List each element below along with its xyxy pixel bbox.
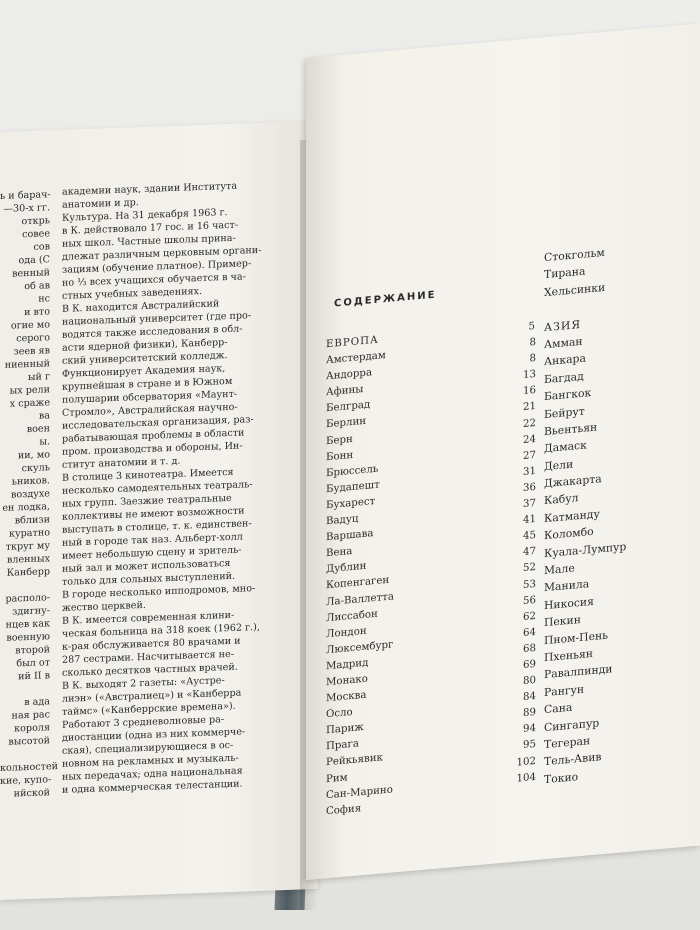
text-line: лиэн» («Австралиец») и «Канберра bbox=[62, 687, 242, 705]
text-line: крупнейшая в стране и в Южном bbox=[62, 375, 233, 393]
entry-name: Лиссабон bbox=[326, 608, 378, 624]
left-page-column-a bbox=[0, 188, 59, 801]
text-line: вблизи bbox=[14, 514, 50, 527]
entry-name: ЕВРОПА bbox=[326, 334, 379, 351]
left-page-column-b bbox=[62, 179, 268, 797]
entry-page: 69 bbox=[523, 658, 536, 671]
text-line: В К. имеется современная клини- bbox=[62, 609, 235, 627]
entry-name: Бейрут bbox=[544, 404, 585, 421]
text-line: пром. производства и обороны, Ин- bbox=[62, 440, 243, 458]
entry-page: 37 bbox=[523, 497, 536, 511]
text-line: асти ядерной физики), Канберр- bbox=[62, 337, 228, 354]
entry-name: Пекин bbox=[544, 613, 581, 630]
entry-name: Андорра bbox=[326, 367, 373, 383]
text-line: ных групп. Заезжие театральные bbox=[62, 492, 232, 510]
text-line: к-рая обслуживается 80 врачами и bbox=[62, 635, 241, 653]
entry-name: Бухарест bbox=[326, 495, 376, 512]
text-line: ый г bbox=[27, 371, 50, 384]
entry-name: Бангкок bbox=[544, 386, 592, 404]
text-line: короля bbox=[14, 722, 50, 735]
text-line: Стромло», Австралийская научно- bbox=[62, 401, 238, 419]
text-line: в К. действовало 17 гос. и 16 част- bbox=[62, 219, 239, 237]
text-line: рабатывающая проблемы в области bbox=[62, 427, 245, 445]
text-line: В городе несколько ипподромов, мно- bbox=[62, 583, 256, 601]
text-line: ийской bbox=[13, 787, 50, 800]
entry-page: 47 bbox=[523, 546, 536, 559]
entry-name: Варшава bbox=[326, 528, 374, 544]
entry-name: Куала-Лумпур bbox=[544, 539, 627, 560]
text-line: ь и барач- bbox=[0, 189, 51, 202]
text-line: ий II в bbox=[18, 670, 50, 683]
text-line: академии наук, здании Института bbox=[62, 180, 238, 198]
entry-page: 53 bbox=[523, 578, 536, 591]
entry-name: Коломбо bbox=[544, 525, 594, 543]
text-line: кольностей bbox=[0, 760, 59, 774]
text-line: ниенный bbox=[4, 358, 50, 371]
entry-page: 27 bbox=[523, 449, 536, 462]
entry-page: 94 bbox=[523, 723, 536, 736]
entry-name: Рим bbox=[326, 771, 348, 785]
entry-page: 95 bbox=[523, 739, 536, 752]
text-line: жество церквей. bbox=[62, 599, 146, 614]
entry-name: София bbox=[326, 802, 362, 817]
entry-name: Берлин bbox=[326, 416, 367, 431]
entry-name: Мале bbox=[544, 561, 575, 578]
entry-page: 102 bbox=[516, 755, 536, 769]
text-line: ная рас bbox=[11, 709, 50, 722]
entry-name: Афины bbox=[326, 384, 364, 399]
entry-name: Пхеньян bbox=[544, 646, 593, 665]
text-line: венный bbox=[12, 267, 50, 280]
text-line: х сраже bbox=[9, 397, 50, 410]
entry-page: 80 bbox=[523, 674, 536, 688]
text-line: новном на рекламных и музыкаль- bbox=[62, 752, 239, 770]
entry-name: Катманду bbox=[544, 507, 600, 526]
text-line: Функционирует Академия наук, bbox=[62, 363, 226, 380]
entry-name: Берн bbox=[326, 433, 353, 447]
text-line: В К. выходят 2 газеты: «Аустре- bbox=[62, 675, 225, 692]
text-line: национальный университет (где про- bbox=[62, 310, 252, 328]
entry-page: 8 bbox=[529, 353, 536, 365]
text-line: и одна коммерческая телестанции. bbox=[62, 778, 243, 796]
text-line: совее bbox=[22, 228, 50, 241]
contents-column-2 bbox=[544, 236, 694, 788]
entry-name: Рейкьявик bbox=[326, 752, 383, 769]
entry-page: 21 bbox=[523, 401, 536, 414]
entry-page: 64 bbox=[523, 626, 536, 639]
text-line: сколько десятков частных врачей. bbox=[62, 661, 238, 679]
contents-title: СОДЕРЖАНИЕ bbox=[334, 289, 437, 310]
entry-name: Хельсинки bbox=[544, 280, 606, 299]
text-line: военную bbox=[6, 631, 50, 644]
entry-page: 62 bbox=[523, 610, 536, 623]
text-line: ьников. bbox=[11, 475, 50, 488]
text-line: 287 сестрами. Насчитывается не- bbox=[62, 648, 234, 666]
text-line: исследовательская организация, раз- bbox=[62, 414, 254, 432]
text-line: В К. находится Австралийский bbox=[62, 298, 220, 315]
text-line: ский университетский колледж. bbox=[62, 350, 228, 367]
text-line: ва bbox=[38, 410, 50, 422]
text-line: ный в городе так наз. Альберт-холл bbox=[62, 531, 243, 549]
text-line: был от bbox=[16, 657, 50, 670]
entry-name: Париж bbox=[326, 722, 364, 737]
text-line: водятся также исследования в обл- bbox=[62, 323, 243, 341]
entry-name: Джакарта bbox=[544, 472, 602, 491]
entry-name: Кабул bbox=[544, 491, 579, 508]
text-line: имеет небольшую сцену и зритель- bbox=[62, 544, 242, 562]
entry-name: Лондон bbox=[326, 625, 367, 640]
entry-page: 41 bbox=[523, 514, 536, 527]
entry-page: 45 bbox=[523, 530, 536, 543]
entry-name: Анкара bbox=[544, 351, 586, 369]
text-line: Культура. На 31 декабря 1963 г. bbox=[62, 207, 228, 224]
text-line: ых рели bbox=[9, 384, 50, 397]
entry-page: 24 bbox=[523, 433, 536, 446]
entry-name: Амман bbox=[544, 334, 583, 352]
text-line: кие, купо- bbox=[0, 774, 52, 787]
entry-name: Сингапур bbox=[544, 715, 600, 734]
text-line: выступать в столице, т. к. единствен- bbox=[62, 518, 252, 536]
entry-name: Вена bbox=[326, 546, 353, 560]
text-line: в ада bbox=[24, 696, 50, 709]
text-line: нцев как bbox=[5, 618, 50, 631]
text-line: ы. bbox=[39, 436, 50, 448]
text-line: нс bbox=[38, 293, 50, 305]
text-line: ный зал и может использоваться bbox=[62, 557, 231, 575]
entry-name: Бонн bbox=[326, 449, 354, 463]
text-line: анатомии и др. bbox=[62, 197, 139, 211]
text-line: диостанции (одна из них коммерче- bbox=[62, 726, 246, 744]
entry-name: Никосия bbox=[544, 594, 594, 612]
entry-page: 84 bbox=[523, 691, 536, 704]
contents-column-1 bbox=[326, 319, 536, 820]
entry-name: Ла-Валлетта bbox=[326, 590, 394, 608]
text-line: ен лодка, bbox=[2, 501, 50, 514]
entry-name: Дамаск bbox=[544, 438, 587, 456]
text-line: ных школ. Частные школы прина- bbox=[62, 232, 236, 250]
text-line: длежат различным церковным органи- bbox=[62, 244, 262, 263]
text-line: несколько самодеятельных театраль- bbox=[62, 479, 253, 497]
entry-name: Тегеран bbox=[544, 734, 591, 752]
entry-name: Брюссель bbox=[326, 463, 379, 480]
text-line: располо- bbox=[5, 592, 50, 605]
entry-page: 89 bbox=[523, 707, 536, 720]
entry-name: Дели bbox=[544, 457, 574, 473]
text-line: высотой bbox=[8, 735, 50, 748]
entry-page: 31 bbox=[523, 465, 536, 478]
entry-name: Стокгольм bbox=[544, 245, 605, 265]
right-page bbox=[306, 24, 700, 880]
text-line: ститут анатомии и т. д. bbox=[62, 455, 181, 471]
entry-name: Вадуц bbox=[326, 513, 359, 528]
text-line: второй bbox=[15, 644, 50, 657]
entry-name: Тель-Авив bbox=[544, 750, 602, 769]
entry-page: 68 bbox=[523, 642, 536, 655]
entry-name: Будапешт bbox=[326, 479, 380, 496]
text-line: но ⅓ всех учащихся обучается в ча- bbox=[62, 271, 246, 289]
table-of-contents bbox=[306, 24, 700, 880]
text-line: скуль bbox=[21, 462, 50, 475]
entry-name: АЗИЯ bbox=[544, 317, 582, 334]
text-line: воздухе bbox=[10, 488, 50, 501]
entry-name: Монако bbox=[326, 673, 368, 689]
text-line: —30-х гг. bbox=[3, 202, 50, 215]
entry-name: Белград bbox=[326, 399, 371, 415]
text-line: куратно bbox=[9, 527, 50, 540]
text-line: сов bbox=[33, 241, 50, 253]
entry-name: Сан-Марино bbox=[326, 784, 393, 801]
text-line: коллективы не имеют возможности bbox=[62, 505, 245, 523]
text-line: стных учебных заведениях. bbox=[62, 285, 203, 302]
entry-name: Мадрид bbox=[326, 657, 369, 673]
left-page bbox=[0, 121, 318, 900]
entry-name: Багдад bbox=[544, 369, 584, 386]
text-line: ская), специализирующиеся в ос- bbox=[62, 739, 234, 757]
entry-page: 16 bbox=[523, 385, 536, 398]
entry-name: Сана bbox=[544, 700, 573, 717]
entry-page: 36 bbox=[523, 481, 536, 494]
entry-name: Прага bbox=[326, 738, 359, 753]
text-line: огие мо bbox=[10, 319, 50, 332]
entry-name: Дублин bbox=[326, 561, 367, 576]
text-line: ода (С bbox=[18, 254, 50, 267]
text-line: открь bbox=[21, 215, 50, 228]
text-line: и вто bbox=[24, 306, 50, 319]
text-line: воен bbox=[26, 423, 50, 436]
entry-name: Вьентьян bbox=[544, 420, 598, 439]
text-line: вленных bbox=[6, 553, 50, 566]
text-line: ных передачах; одна национальная bbox=[62, 765, 243, 783]
text-line: Работают 3 средневолновые ра- bbox=[62, 714, 225, 731]
entry-page: 8 bbox=[529, 336, 536, 349]
text-line: зеев яв bbox=[13, 345, 50, 358]
text-line: только для сольных выступлений. bbox=[62, 570, 236, 588]
entry-name: Манила bbox=[544, 577, 590, 595]
text-line: таймс» («Канберрские времена»). bbox=[62, 700, 236, 718]
text-line: ткруг му bbox=[5, 540, 50, 553]
text-line: здигну- bbox=[12, 605, 50, 618]
entry-page: 13 bbox=[523, 369, 536, 382]
entry-page: 22 bbox=[523, 417, 536, 430]
entry-name: Осло bbox=[326, 707, 353, 721]
entry-name: Копенгаген bbox=[326, 575, 390, 592]
text-line: зациям (обучение платное). Пример- bbox=[62, 258, 252, 276]
entry-name: Тирана bbox=[544, 264, 586, 282]
text-line: ии, мо bbox=[17, 449, 50, 462]
entry-name: Люксембург bbox=[326, 639, 394, 657]
entry-name: Амстердам bbox=[326, 350, 386, 367]
text-line: серого bbox=[16, 332, 50, 345]
text-line: В столице 3 кинотеатра. Имеется bbox=[62, 466, 234, 484]
entry-name: Токио bbox=[544, 769, 579, 786]
entry-page: 56 bbox=[523, 594, 536, 607]
entry-name: Пном-Пень bbox=[544, 628, 609, 647]
entry-name: Москва bbox=[326, 689, 367, 705]
text-line: Канберр bbox=[6, 566, 50, 579]
text-line: полушарии обсерватория «Маунт- bbox=[62, 388, 238, 406]
text-line: ческая больница на 318 коек (1962 г.), bbox=[62, 621, 260, 640]
entry-page: 5 bbox=[528, 320, 536, 333]
text-line: об ав bbox=[24, 280, 50, 293]
entry-page: 104 bbox=[516, 771, 536, 785]
entry-page: 52 bbox=[523, 562, 536, 575]
entry-name: Равалпинди bbox=[544, 662, 613, 682]
entry-name: Рангун bbox=[544, 682, 585, 699]
